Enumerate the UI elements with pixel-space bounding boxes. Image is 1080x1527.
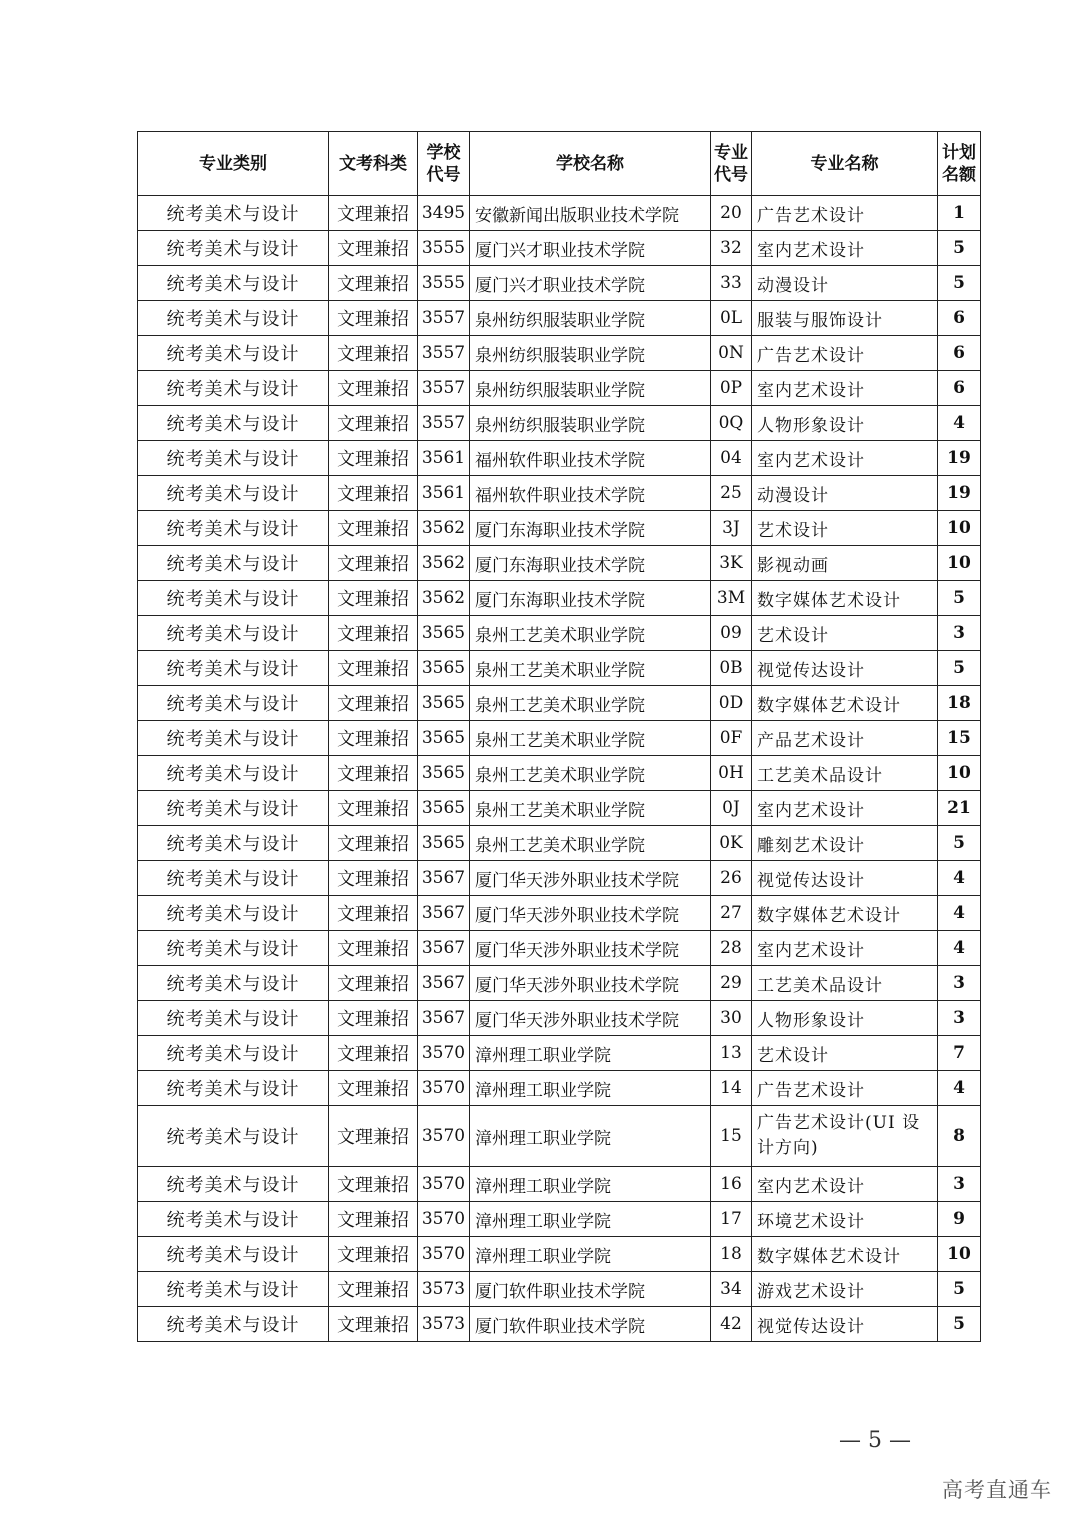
cell-subject: 文理兼招	[329, 686, 418, 721]
header-category: 专业类别	[138, 132, 329, 196]
cell-school-name: 厦门华天涉外职业技术学院	[470, 861, 711, 896]
cell-subject: 文理兼招	[329, 1036, 418, 1071]
cell-plan-count: 21	[938, 791, 981, 826]
table-row	[138, 336, 981, 371]
cell-category: 统考美术与设计	[138, 301, 329, 336]
cell-major-code: 0J	[711, 791, 752, 826]
cell-school-name: 厦门东海职业技术学院	[470, 511, 711, 546]
cell-subject: 文理兼招	[329, 1307, 418, 1342]
cell-school-name: 泉州纺织服装职业学院	[470, 371, 711, 406]
header-school-code	[418, 132, 470, 196]
cell-plan-count: 5	[938, 266, 981, 301]
cell-subject: 文理兼招	[329, 441, 418, 476]
table-row	[138, 686, 981, 721]
enrollment-plan-table	[137, 131, 981, 1342]
table-row	[138, 1202, 981, 1237]
cell-school-code: 3557	[418, 336, 470, 371]
cell-subject: 文理兼招	[329, 546, 418, 581]
cell-subject: 文理兼招	[329, 756, 418, 791]
cell-major-code: 20	[711, 196, 752, 231]
table-row	[138, 651, 981, 686]
cell-subject: 文理兼招	[329, 1071, 418, 1106]
header-major-name: 专业名称	[752, 132, 938, 196]
table-row	[138, 721, 981, 756]
cell-major-name: 工艺美术品设计	[752, 756, 938, 791]
cell-category: 统考美术与设计	[138, 1071, 329, 1106]
cell-major-code: 26	[711, 861, 752, 896]
cell-category: 统考美术与设计	[138, 686, 329, 721]
cell-subject: 文理兼招	[329, 791, 418, 826]
cell-school-code: 3557	[418, 301, 470, 336]
cell-school-name: 厦门兴才职业技术学院	[470, 266, 711, 301]
cell-school-name: 泉州纺织服装职业学院	[470, 336, 711, 371]
cell-subject: 文理兼招	[329, 231, 418, 266]
cell-major-code: 30	[711, 1001, 752, 1036]
cell-major-name: 艺术设计	[752, 616, 938, 651]
cell-major-code: 0D	[711, 686, 752, 721]
cell-school-name: 泉州工艺美术职业学院	[470, 791, 711, 826]
cell-major-name: 艺术设计	[752, 1036, 938, 1071]
cell-plan-count: 1	[938, 196, 981, 231]
table-header-row	[138, 132, 981, 196]
table-row	[138, 301, 981, 336]
cell-plan-count: 3	[938, 966, 981, 1001]
cell-subject: 文理兼招	[329, 1202, 418, 1237]
cell-major-code: 34	[711, 1272, 752, 1307]
cell-plan-count: 10	[938, 1237, 981, 1272]
cell-school-code: 3565	[418, 791, 470, 826]
cell-major-name: 动漫设计	[752, 266, 938, 301]
cell-plan-count: 10	[938, 511, 981, 546]
cell-category: 统考美术与设计	[138, 406, 329, 441]
table-row	[138, 441, 981, 476]
table-row	[138, 1237, 981, 1272]
header-plan-count-label: 计划名额	[942, 142, 976, 185]
cell-school-name: 泉州纺织服装职业学院	[470, 406, 711, 441]
cell-major-code: 3J	[711, 511, 752, 546]
cell-major-name: 广告艺术设计(UI 设计方向)	[752, 1106, 938, 1167]
cell-major-code: 28	[711, 931, 752, 966]
cell-plan-count: 19	[938, 476, 981, 511]
cell-school-name: 漳州理工职业学院	[470, 1036, 711, 1071]
cell-major-name: 动漫设计	[752, 476, 938, 511]
cell-category: 统考美术与设计	[138, 476, 329, 511]
cell-school-code: 3567	[418, 931, 470, 966]
table-row	[138, 266, 981, 301]
cell-subject: 文理兼招	[329, 1167, 418, 1202]
cell-category: 统考美术与设计	[138, 266, 329, 301]
cell-major-name: 数字媒体艺术设计	[752, 1237, 938, 1272]
cell-subject: 文理兼招	[329, 371, 418, 406]
cell-plan-count: 4	[938, 896, 981, 931]
cell-major-code: 0H	[711, 756, 752, 791]
cell-major-code: 14	[711, 1071, 752, 1106]
table-row	[138, 1272, 981, 1307]
cell-school-code: 3562	[418, 546, 470, 581]
cell-plan-count: 19	[938, 441, 981, 476]
cell-school-name: 安徽新闻出版职业技术学院	[470, 196, 711, 231]
cell-school-name: 泉州工艺美术职业学院	[470, 756, 711, 791]
cell-major-name: 游戏艺术设计	[752, 1272, 938, 1307]
cell-school-code: 3565	[418, 826, 470, 861]
cell-subject: 文理兼招	[329, 966, 418, 1001]
cell-subject: 文理兼招	[329, 651, 418, 686]
cell-major-name: 室内艺术设计	[752, 791, 938, 826]
cell-major-code: 29	[711, 966, 752, 1001]
cell-major-code: 32	[711, 231, 752, 266]
cell-subject: 文理兼招	[329, 1001, 418, 1036]
cell-major-name: 室内艺术设计	[752, 931, 938, 966]
watermark-text: 高考直通车	[942, 1478, 1052, 1502]
cell-major-code: 13	[711, 1036, 752, 1071]
cell-school-name: 厦门软件职业技术学院	[470, 1272, 711, 1307]
table-row	[138, 581, 981, 616]
cell-school-code: 3561	[418, 476, 470, 511]
cell-subject: 文理兼招	[329, 336, 418, 371]
cell-major-name: 广告艺术设计	[752, 1071, 938, 1106]
cell-category: 统考美术与设计	[138, 616, 329, 651]
cell-school-name: 福州软件职业技术学院	[470, 476, 711, 511]
cell-school-name: 漳州理工职业学院	[470, 1106, 711, 1167]
header-subject: 文考科类	[329, 132, 418, 196]
cell-major-name: 雕刻艺术设计	[752, 826, 938, 861]
header-major-code-label: 专业代号	[714, 142, 748, 185]
cell-subject: 文理兼招	[329, 861, 418, 896]
cell-major-name: 数字媒体艺术设计	[752, 686, 938, 721]
cell-school-code: 3557	[418, 406, 470, 441]
cell-plan-count: 10	[938, 546, 981, 581]
cell-category: 统考美术与设计	[138, 581, 329, 616]
cell-subject: 文理兼招	[329, 931, 418, 966]
cell-plan-count: 7	[938, 1036, 981, 1071]
cell-category: 统考美术与设计	[138, 1272, 329, 1307]
cell-major-code: 0F	[711, 721, 752, 756]
cell-major-name: 视觉传达设计	[752, 651, 938, 686]
cell-subject: 文理兼招	[329, 616, 418, 651]
cell-school-name: 泉州工艺美术职业学院	[470, 826, 711, 861]
table-body	[138, 196, 981, 1342]
cell-major-code: 0L	[711, 301, 752, 336]
cell-school-name: 泉州纺织服装职业学院	[470, 301, 711, 336]
cell-plan-count: 3	[938, 1001, 981, 1036]
cell-school-name: 漳州理工职业学院	[470, 1237, 711, 1272]
cell-subject: 文理兼招	[329, 1237, 418, 1272]
header-school-code-label: 学校代号	[426, 142, 461, 185]
table-row	[138, 966, 981, 1001]
cell-major-name: 室内艺术设计	[752, 231, 938, 266]
cell-category: 统考美术与设计	[138, 721, 329, 756]
cell-subject: 文理兼招	[329, 826, 418, 861]
cell-plan-count: 5	[938, 651, 981, 686]
cell-subject: 文理兼招	[329, 896, 418, 931]
cell-subject: 文理兼招	[329, 476, 418, 511]
cell-school-name: 泉州工艺美术职业学院	[470, 686, 711, 721]
cell-subject: 文理兼招	[329, 511, 418, 546]
cell-plan-count: 10	[938, 756, 981, 791]
cell-school-name: 厦门兴才职业技术学院	[470, 231, 711, 266]
cell-major-name: 室内艺术设计	[752, 441, 938, 476]
cell-plan-count: 5	[938, 581, 981, 616]
cell-school-code: 3555	[418, 231, 470, 266]
cell-school-name: 泉州工艺美术职业学院	[470, 651, 711, 686]
cell-major-code: 0P	[711, 371, 752, 406]
cell-category: 统考美术与设计	[138, 826, 329, 861]
cell-category: 统考美术与设计	[138, 1307, 329, 1342]
cell-major-name: 数字媒体艺术设计	[752, 581, 938, 616]
table-row	[138, 756, 981, 791]
cell-school-code: 3565	[418, 651, 470, 686]
table-row	[138, 371, 981, 406]
cell-school-name: 厦门华天涉外职业技术学院	[470, 1001, 711, 1036]
table-row	[138, 196, 981, 231]
cell-category: 统考美术与设计	[138, 896, 329, 931]
cell-school-code: 3570	[418, 1237, 470, 1272]
cell-major-code: 3M	[711, 581, 752, 616]
cell-school-name: 漳州理工职业学院	[470, 1202, 711, 1237]
cell-plan-count: 5	[938, 1307, 981, 1342]
cell-school-code: 3567	[418, 861, 470, 896]
cell-major-name: 环境艺术设计	[752, 1202, 938, 1237]
cell-major-code: 0K	[711, 826, 752, 861]
table-row	[138, 231, 981, 266]
cell-category: 统考美术与设计	[138, 1106, 329, 1167]
cell-school-code: 3570	[418, 1106, 470, 1167]
cell-school-name: 漳州理工职业学院	[470, 1167, 711, 1202]
cell-school-code: 3555	[418, 266, 470, 301]
table-row	[138, 616, 981, 651]
cell-major-name: 产品艺术设计	[752, 721, 938, 756]
cell-major-code: 42	[711, 1307, 752, 1342]
cell-school-code: 3573	[418, 1307, 470, 1342]
cell-category: 统考美术与设计	[138, 1237, 329, 1272]
cell-school-code: 3565	[418, 616, 470, 651]
cell-plan-count: 8	[938, 1106, 981, 1167]
cell-major-code: 04	[711, 441, 752, 476]
cell-school-name: 福州软件职业技术学院	[470, 441, 711, 476]
table-row	[138, 931, 981, 966]
cell-major-code: 25	[711, 476, 752, 511]
cell-plan-count: 5	[938, 231, 981, 266]
cell-major-name: 工艺美术品设计	[752, 966, 938, 1001]
header-school-name: 学校名称	[470, 132, 711, 196]
cell-school-code: 3561	[418, 441, 470, 476]
cell-major-code: 33	[711, 266, 752, 301]
table-row	[138, 1106, 981, 1167]
cell-plan-count: 6	[938, 336, 981, 371]
cell-school-code: 3570	[418, 1167, 470, 1202]
table-row	[138, 826, 981, 861]
table-row	[138, 1036, 981, 1071]
cell-school-code: 3557	[418, 371, 470, 406]
cell-category: 统考美术与设计	[138, 1036, 329, 1071]
cell-major-code: 16	[711, 1167, 752, 1202]
cell-school-code: 3570	[418, 1202, 470, 1237]
cell-plan-count: 5	[938, 826, 981, 861]
cell-category: 统考美术与设计	[138, 371, 329, 406]
cell-category: 统考美术与设计	[138, 861, 329, 896]
cell-major-name: 人物形象设计	[752, 406, 938, 441]
cell-major-name: 影视动画	[752, 546, 938, 581]
table-row	[138, 1001, 981, 1036]
cell-school-name: 泉州工艺美术职业学院	[470, 721, 711, 756]
cell-subject: 文理兼招	[329, 1106, 418, 1167]
cell-major-code: 3K	[711, 546, 752, 581]
cell-plan-count: 15	[938, 721, 981, 756]
cell-school-code: 3573	[418, 1272, 470, 1307]
cell-major-name: 数字媒体艺术设计	[752, 896, 938, 931]
cell-major-name: 视觉传达设计	[752, 861, 938, 896]
page-number: — 5 —	[839, 1428, 911, 1453]
cell-plan-count: 4	[938, 861, 981, 896]
cell-major-name: 室内艺术设计	[752, 1167, 938, 1202]
cell-major-name: 艺术设计	[752, 511, 938, 546]
cell-school-name: 厦门东海职业技术学院	[470, 581, 711, 616]
cell-subject: 文理兼招	[329, 406, 418, 441]
cell-major-code: 17	[711, 1202, 752, 1237]
cell-major-code: 0Q	[711, 406, 752, 441]
cell-plan-count: 9	[938, 1202, 981, 1237]
table-row	[138, 511, 981, 546]
table-row	[138, 476, 981, 511]
table-row	[138, 1071, 981, 1106]
cell-major-code: 0B	[711, 651, 752, 686]
cell-major-name: 人物形象设计	[752, 1001, 938, 1036]
cell-major-name: 广告艺术设计	[752, 336, 938, 371]
cell-plan-count: 4	[938, 1071, 981, 1106]
cell-major-name: 广告艺术设计	[752, 196, 938, 231]
cell-subject: 文理兼招	[329, 301, 418, 336]
cell-category: 统考美术与设计	[138, 791, 329, 826]
cell-subject: 文理兼招	[329, 581, 418, 616]
cell-plan-count: 6	[938, 301, 981, 336]
cell-major-name: 室内艺术设计	[752, 371, 938, 406]
table-row	[138, 406, 981, 441]
cell-school-name: 厦门华天涉外职业技术学院	[470, 966, 711, 1001]
cell-category: 统考美术与设计	[138, 546, 329, 581]
cell-school-code: 3567	[418, 896, 470, 931]
header-major-code	[711, 132, 752, 196]
cell-plan-count: 18	[938, 686, 981, 721]
table-row	[138, 791, 981, 826]
cell-major-name: 服装与服饰设计	[752, 301, 938, 336]
cell-category: 统考美术与设计	[138, 651, 329, 686]
cell-school-code: 3565	[418, 686, 470, 721]
cell-subject: 文理兼招	[329, 266, 418, 301]
cell-school-code: 3570	[418, 1036, 470, 1071]
cell-school-code: 3567	[418, 966, 470, 1001]
cell-school-code: 3565	[418, 721, 470, 756]
table-row	[138, 861, 981, 896]
cell-subject: 文理兼招	[329, 196, 418, 231]
cell-school-code: 3565	[418, 756, 470, 791]
cell-category: 统考美术与设计	[138, 1202, 329, 1237]
cell-major-name: 视觉传达设计	[752, 1307, 938, 1342]
table-row	[138, 1307, 981, 1342]
cell-category: 统考美术与设计	[138, 1001, 329, 1036]
cell-plan-count: 4	[938, 406, 981, 441]
cell-major-code: 18	[711, 1237, 752, 1272]
cell-category: 统考美术与设计	[138, 756, 329, 791]
cell-major-code: 0N	[711, 336, 752, 371]
cell-school-code: 3570	[418, 1071, 470, 1106]
cell-category: 统考美术与设计	[138, 1167, 329, 1202]
cell-school-name: 泉州工艺美术职业学院	[470, 616, 711, 651]
cell-school-name: 厦门东海职业技术学院	[470, 546, 711, 581]
cell-school-code: 3562	[418, 511, 470, 546]
cell-major-code: 09	[711, 616, 752, 651]
cell-plan-count: 3	[938, 616, 981, 651]
table-row	[138, 896, 981, 931]
cell-category: 统考美术与设计	[138, 511, 329, 546]
table-row	[138, 546, 981, 581]
cell-plan-count: 5	[938, 1272, 981, 1307]
cell-school-name: 厦门华天涉外职业技术学院	[470, 931, 711, 966]
cell-school-name: 厦门软件职业技术学院	[470, 1307, 711, 1342]
cell-category: 统考美术与设计	[138, 931, 329, 966]
cell-major-code: 27	[711, 896, 752, 931]
cell-school-name: 厦门华天涉外职业技术学院	[470, 896, 711, 931]
table-row	[138, 1167, 981, 1202]
cell-school-name: 漳州理工职业学院	[470, 1071, 711, 1106]
cell-school-code: 3562	[418, 581, 470, 616]
cell-school-code: 3495	[418, 196, 470, 231]
cell-plan-count: 3	[938, 1167, 981, 1202]
cell-subject: 文理兼招	[329, 721, 418, 756]
cell-plan-count: 6	[938, 371, 981, 406]
cell-category: 统考美术与设计	[138, 231, 329, 266]
cell-major-code: 15	[711, 1106, 752, 1167]
cell-plan-count: 4	[938, 931, 981, 966]
cell-subject: 文理兼招	[329, 1272, 418, 1307]
cell-school-code: 3567	[418, 1001, 470, 1036]
cell-category: 统考美术与设计	[138, 336, 329, 371]
cell-category: 统考美术与设计	[138, 966, 329, 1001]
cell-category: 统考美术与设计	[138, 441, 329, 476]
header-plan-count	[938, 132, 981, 196]
cell-category: 统考美术与设计	[138, 196, 329, 231]
